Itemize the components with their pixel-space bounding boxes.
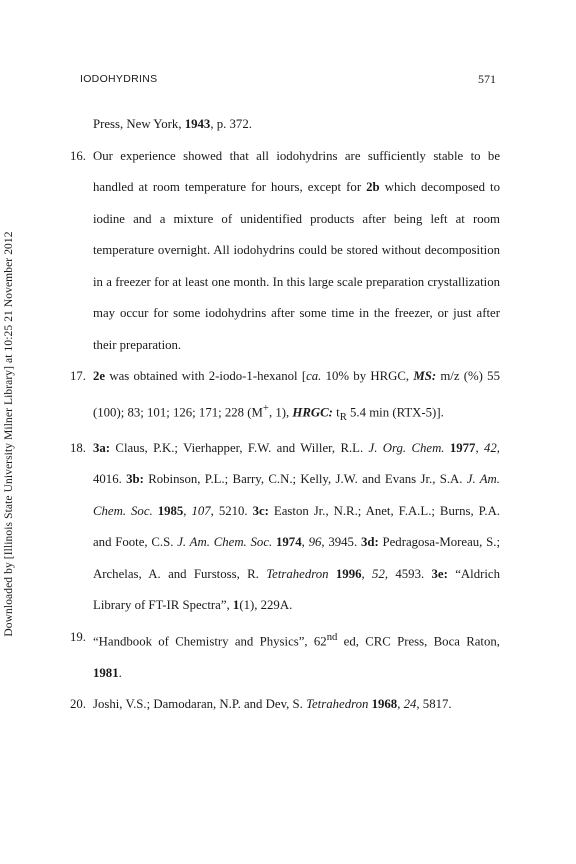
note-number: 19. [70,629,86,644]
note-17: 17. 2e was obtained with 2-iodo-1-hexanol [ca. 10% by HRGC, MS: m/z (%) 55 (100); 83; 101; 126; 171; 228 (M+, 1), HRGC: $t_R$ 5.4 min (RTX-5)]. [80,361,500,433]
note-number: 16. [70,148,86,163]
note-number: 18. [70,440,86,455]
download-watermark [0,0,18,864]
continued-reference: Press, New York, 1943, p. 372. [93,117,252,131]
page-number: 571 [478,72,496,86]
note-20: 20. Joshi, V.S.; Damodaran, N.P. and Dev, S. Tetrahedron 1968, 24, 5817. [80,689,500,721]
download-note: Downloaded by [Illinois State University Milner Library] at 10:25 21 November 2012 [3,231,15,637]
note-number: 20. [70,697,86,712]
notes-body [70,109,501,721]
note-16: 16. Our experience showed that all iodohydrins are sufficiently stable to be handled at room temperature for hours, except for 2b which decomposed to iodine and a mixture of unidentified products after being left at room temperature overnight. All iodohydrins could be stored without decomposition in a freezer for at least one month. In this large scale preparation crystallization may occur for some iodohydrins after some time in the freezer, or just after their preparation. [80,141,500,362]
note-18: 18. 3a: Claus, P.K.; Vierhapper, F.W. and Willer, R.L. J. Org. Chem. 1977, 42, 4016. 3b: Robinson, P.L.; Barry, C.N.; Kelly, J.W. and Evans Jr., S.A. J. Am. Chem. Soc. 1985, 107, 5210. 3c: Easton Jr., N.R.; Anet, F.A.L.; Burns, P.A. and Foote, C.S. J. Am. Chem. Soc. 1974, 96, 3945. 3d: Pedragosa-Moreau, S.; Archelas, A. and Furstoss, R. Tetrahedron 1996, 52, 4593. 3e: “Aldrich Library of FT-IR Spectra”, 1(1), 229A. [80,433,500,622]
note-19: 19. “Handbook of Chemistry and Physics”, 62nd ed, CRC Press, Boca Raton, 1981. [80,622,500,689]
running-title: IODOHYDRINS [80,73,158,85]
note-number: 17. [70,369,86,383]
